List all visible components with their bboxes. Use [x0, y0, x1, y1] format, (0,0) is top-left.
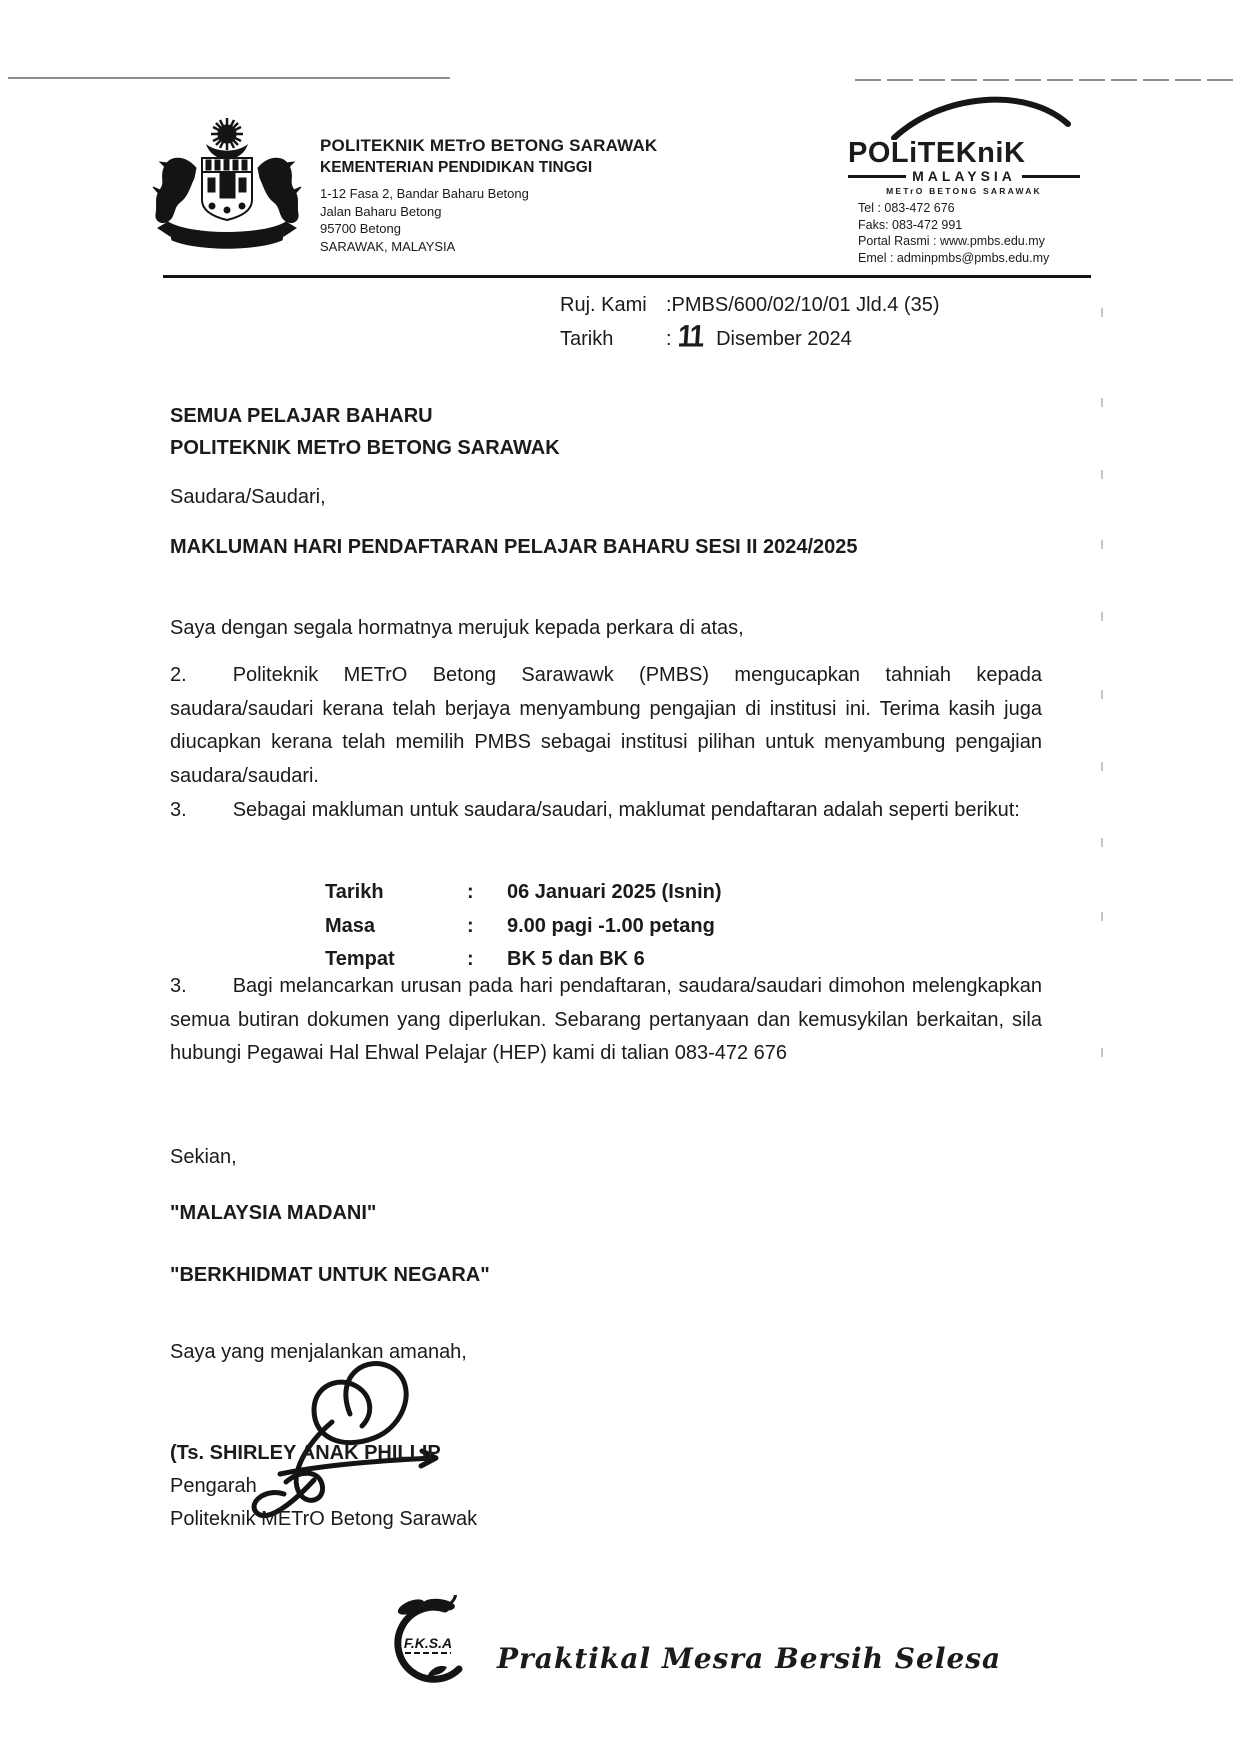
- scan-artifact: [1101, 540, 1103, 549]
- logo-bar-right: [1022, 175, 1080, 178]
- scan-artifact: [1101, 308, 1103, 317]
- fksa-emblem-icon: [381, 1595, 475, 1705]
- addressee-line: SEMUA PELAJAR BAHARU: [170, 405, 433, 427]
- paragraph-number: 2.: [170, 664, 187, 686]
- address-line: Jalan Baharu Betong: [320, 203, 442, 219]
- scan-artifact: [1101, 912, 1103, 921]
- paragraph-text: Politeknik METrO Betong Sarawawk (PMBS) mengucapkan tahniah kepada saudara/saudari kerana telah berjaya menyambung pengajian di institusi ini. Terima kasih juga diucapkan kerana telah memilih PMBS sebagai institusi pilihan untuk menyambung pengajian saudara/saudari.: [170, 664, 1042, 787]
- detail-label: Tempat: [325, 948, 395, 970]
- detail-colon: :: [467, 948, 474, 970]
- slogan-berkhidmat: "BERKHIDMAT UNTUK NEGARA": [170, 1264, 490, 1286]
- scan-artifact: [1101, 470, 1103, 479]
- sign-off-intro: Saya yang menjalankan amanah,: [170, 1341, 467, 1363]
- contact-line: Portal Rasmi : www.pmbs.edu.my: [858, 234, 1045, 248]
- paragraph-4: [170, 970, 1042, 1071]
- logo-brand-text: POLiTEKniK: [848, 137, 1026, 169]
- detail-label: Tarikh: [325, 881, 384, 903]
- paragraph-3: [170, 794, 1042, 828]
- closing-sekian: Sekian,: [170, 1146, 237, 1168]
- footer-motto: Praktikal Mesra Bersih Selesa: [497, 1642, 1002, 1675]
- ref-label: Ruj. Kami: [560, 294, 647, 316]
- org-name: POLITEKNIK METrO BETONG SARAWAK: [320, 136, 658, 155]
- addressee-block: [170, 400, 560, 464]
- contact-line: Emel : adminpmbs@pmbs.edu.my: [858, 250, 1050, 265]
- detail-colon: :: [467, 914, 474, 937]
- address-line: 1-12 Fasa 2, Bandar Baharu Betong: [320, 186, 529, 201]
- signer-organization: Politeknik METrO Betong Sarawak: [170, 1508, 478, 1530]
- paragraph-text: Bagi melancarkan urusan pada hari pendaftaran, saudara/saudari dimohon melengkapkan semua butiran dokumen yang diperlukan. Sebarang pertanyaan dan kemusykilan berkaitan, sila hubungi Pegawai Hal Ehwal Pelajar (HEP) kami di talian 083-472 676: [170, 975, 1042, 1064]
- detail-row-tarikh: [325, 876, 722, 910]
- paragraph-2: [170, 659, 1042, 793]
- reference-block: [560, 288, 940, 356]
- scan-line-top-left: [8, 77, 450, 79]
- addressee-line: POLITEKNIK METrO BETONG SARAWAK: [170, 437, 560, 459]
- detail-value: BK 5 dan BK 6: [507, 948, 645, 970]
- scan-artifact: [1101, 612, 1103, 621]
- detail-label: Masa: [325, 914, 376, 937]
- logo-branch-text: METrO BETONG SARAWAK: [886, 186, 1042, 196]
- paragraph-number: 3.: [170, 799, 187, 821]
- contact-line: Faks: 083-472 991: [858, 217, 963, 232]
- scan-artifact: [1101, 838, 1103, 847]
- politeknik-logo: [848, 92, 1080, 196]
- scan-artifact: [1101, 762, 1103, 771]
- detail-value: 06 Januari 2025 (Isnin): [507, 881, 722, 903]
- paragraph-intro: Saya dengan segala hormatnya merujuk kepada perkara di atas,: [170, 617, 744, 639]
- scan-artifact: [1101, 1048, 1103, 1057]
- signer-title: Pengarah: [170, 1475, 257, 1497]
- date-month-year: Disember 2024: [716, 328, 852, 350]
- ref-value: :PMBS/600/02/10/01 Jld.4 (35): [666, 294, 940, 316]
- logo-bar-left: [848, 175, 906, 178]
- scan-line-top-right: [855, 79, 1238, 81]
- subject-line: MAKLUMAN HARI PENDAFTARAN PELAJAR BAHARU SESI II 2024/2025: [170, 536, 858, 558]
- registration-details: [325, 876, 722, 977]
- handwritten-date-day: 11: [676, 318, 704, 354]
- detail-colon: :: [467, 881, 474, 903]
- detail-row-masa: [325, 910, 722, 944]
- scan-artifact: [1101, 398, 1103, 407]
- address-line: SARAWAK, MALAYSIA: [320, 238, 456, 254]
- fksa-logo-text: F.K.S.A: [403, 1635, 453, 1651]
- malaysia-coat-of-arms-icon: [146, 110, 308, 258]
- detail-value: 9.00 pagi -1.00 petang: [507, 914, 715, 937]
- date-label: Tarikh: [560, 328, 614, 350]
- reference-number-row: [560, 288, 940, 322]
- header-divider: [163, 275, 1091, 278]
- paragraph-number: 3.: [170, 975, 187, 997]
- logo-swoosh-icon: [886, 92, 1076, 140]
- letterhead-address-block: [320, 136, 657, 255]
- signer-block: [170, 1437, 477, 1536]
- address-line: 95700 Betong: [320, 221, 401, 236]
- ministry-name: KEMENTERIAN PENDIDIKAN TINGGI: [320, 159, 593, 176]
- paragraph-text: Sebagai makluman untuk saudara/saudari, maklumat pendaftaran adalah seperti berikut:: [232, 799, 1020, 821]
- reference-date-row: [560, 318, 940, 356]
- logo-country-row: [848, 168, 1080, 184]
- contact-block: [858, 200, 1049, 266]
- scan-artifact: [1101, 690, 1103, 699]
- salutation: Saudara/Saudari,: [170, 486, 326, 508]
- logo-country-text: MALAYSIA: [912, 168, 1016, 184]
- slogan-malaysia-madani: "MALAYSIA MADANI": [170, 1202, 377, 1224]
- signer-name: (Ts. SHIRLEY ANAK PHILLIP: [170, 1442, 441, 1464]
- date-colon: :: [666, 328, 672, 350]
- contact-line: Tel : 083-472 676: [858, 201, 955, 215]
